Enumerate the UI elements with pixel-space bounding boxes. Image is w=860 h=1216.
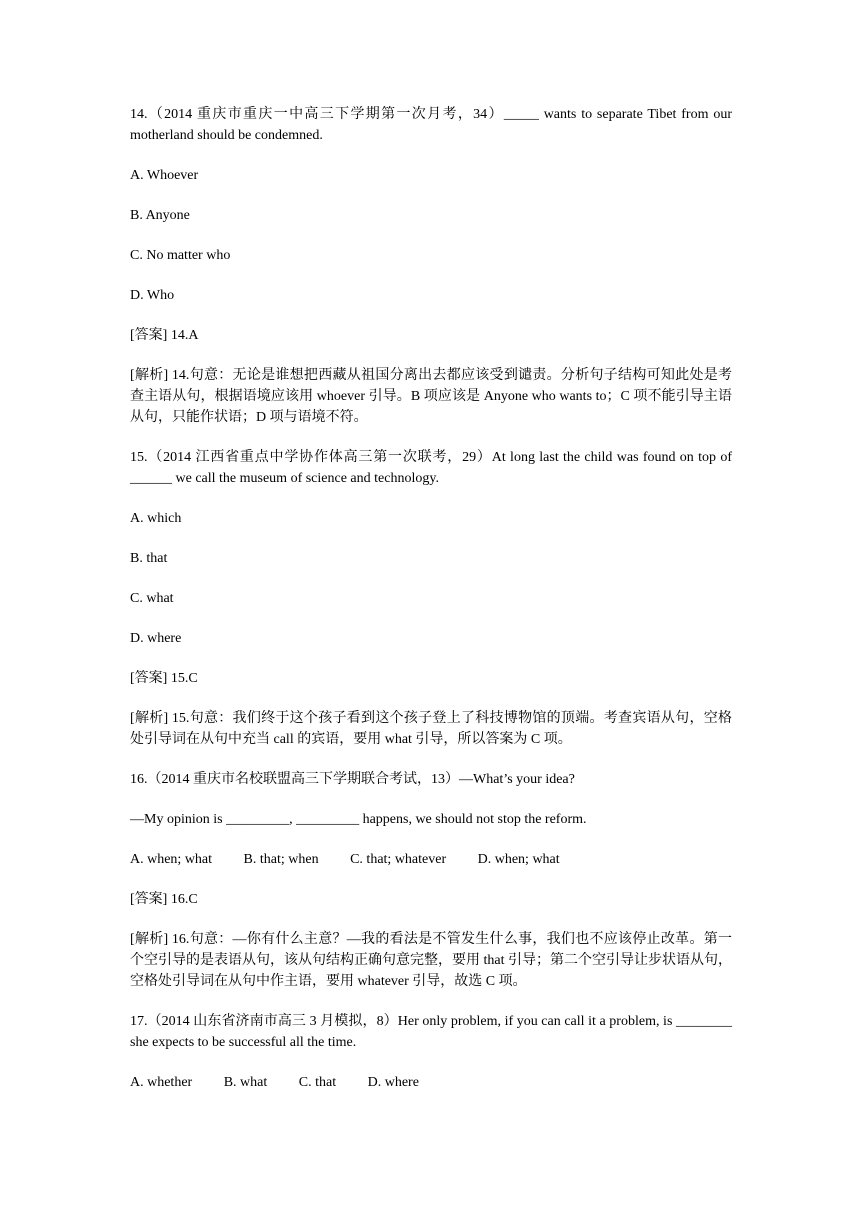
question-17-option-d: D. where [367, 1075, 419, 1090]
question-17-options [130, 1072, 732, 1093]
document-body [130, 104, 732, 1112]
question-15-option-b: B. that [130, 551, 168, 566]
question-16-option-a: A. when; what [130, 852, 213, 867]
question-16-options [130, 849, 732, 870]
question-17-option-c: C. that [298, 1075, 337, 1090]
question-15-option-a: A. which [130, 511, 182, 526]
question-14-option-a: A. Whoever [130, 168, 199, 183]
question-17-option-b: B. what [223, 1075, 268, 1090]
question-16-analysis: [解析] 16.句意：—你有什么主意？—我的看法是不管发生什么事，我们也不应该停止改革。第一个空引导的是表语从句，该从句结构正确句意完整，要用 that 引导；第二个空引导让步状语从句，空格处引导词在从句中作主语，要用 whatever 引导，故选 C 项。 [130, 932, 732, 989]
question-16-option-b: B. that; when [243, 852, 319, 867]
question-16-stem: 16.（2014 重庆市名校联盟高三下学期联合考试，13）—What’s your idea? [130, 772, 575, 787]
question-15-answer: [答案] 15.C [130, 671, 198, 686]
question-15-option-c: C. what [130, 591, 174, 606]
question-17-option-a: A. whether [130, 1075, 193, 1090]
question-14-stem: 14.（2014 重庆市重庆一中高三下学期第一次月考，34）_____ wants to separate Tibet from our motherland should be condemned. [130, 107, 732, 143]
question-14-option-d: D. Who [130, 288, 175, 303]
question-16-answer: [答案] 16.C [130, 892, 198, 907]
question-15-analysis: [解析] 15.句意：我们终于这个孩子看到这个孩子登上了科技博物馆的顶端。考查宾语从句，空格处引导词在从句中充当 call 的宾语，要用 what 引导，所以答案为 C 项。 [130, 711, 732, 747]
question-16-dialog: —My opinion is _________, _________ happens, we should not stop the reform. [130, 812, 587, 827]
question-15-stem: 15.（2014 江西省重点中学协作体高三第一次联考，29）At long last the child was found on top of ______ we call the museum of science and technology. [130, 450, 732, 486]
question-14-option-c: C. No matter who [130, 248, 231, 263]
question-17-stem: 17.（2014 山东省济南市高三 3 月模拟，8）Her only problem, if you can call it a problem, is ________ she expects to be successful all the time. [130, 1014, 732, 1050]
question-14-analysis: [解析] 14.句意：无论是谁想把西藏从祖国分离出去都应该受到谴责。分析句子结构可知此处是考查主语从句，根据语境应该用 whoever 引导。B 项应该是 Anyone who wants to；C 项不能引导主语从句，只能作状语；D 项与语境不符。 [130, 368, 732, 425]
question-16-option-c: C. that; whatever [350, 852, 447, 867]
question-16-option-d: D. when; what [477, 852, 560, 867]
question-14-answer: [答案] 14.A [130, 328, 199, 343]
question-14-option-b: B. Anyone [130, 208, 190, 223]
question-15-option-d: D. where [130, 631, 182, 646]
